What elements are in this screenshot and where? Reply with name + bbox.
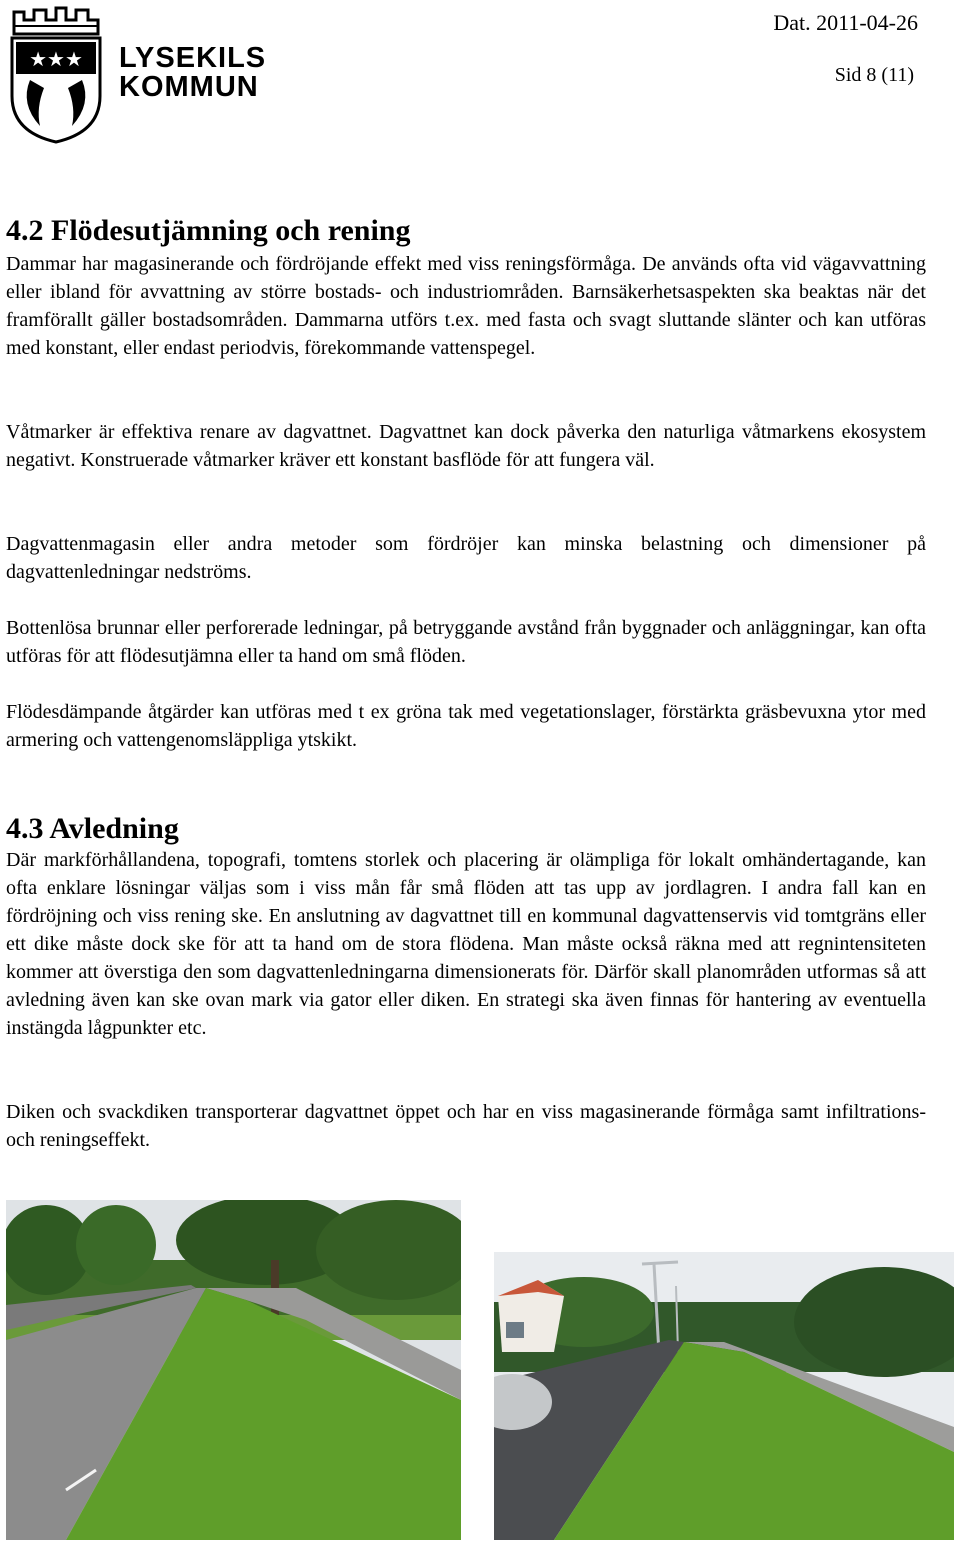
section-heading-4-3: 4.3 Avledning — [6, 812, 179, 845]
paragraph: Flödesdämpande åtgärder kan utföras med t ex gröna tak med vegetationslager, förstärkta gräsbevuxna ytor med armering och vattengenomsläppliga ytskikt. — [6, 701, 926, 751]
svg-text:★★★: ★★★ — [29, 47, 83, 71]
municipality-name-line2: KOMMUN — [119, 71, 259, 103]
paragraph: Dagvattenmagasin eller andra metoder som fördröjer kan minska belastning och dimensioner på dagvattenledningar nedströms. — [6, 533, 926, 583]
municipality-name — [119, 44, 266, 102]
page-number: Sid 8 (11) — [834, 64, 914, 86]
paragraph: Våtmarker är effektiva renare av dagvattnet. Dagvattnet kan dock påverka den naturliga våtmarkens ekosystem negativt. Konstruerade våtmarker kräver ett konstant basflöde för att fungera väl. — [6, 421, 926, 471]
paragraph: Dammar har magasinerande och fördröjande effekt med viss reningsförmåga. De används ofta vid vägavvattning eller ibland för avvattning av större bostads- och industriområden. Barnsäkerhetsaspekten ska beaktas när det framförallt gäller bostadsområden. Dammarna utförs t.ex. med fasta och svagt sluttande slänter och kan utföras med konstant, eller endast periodvis, förekommande vattenspegel. — [6, 253, 926, 359]
municipality-logo — [6, 4, 268, 146]
photo-street-lights-lawn — [494, 1252, 954, 1540]
section-heading-4-2: 4.2 Flödesutjämning och rening — [6, 214, 411, 247]
coat-of-arms-icon — [6, 4, 106, 146]
paragraph: Där markförhållandena, topografi, tomtens storlek och placering är olämpliga för lokalt omhändertagande, kan ofta enklare lösningar väljas som i viss mån får små flöden att tas upp av jordlagren. I andra fall kan en fördröjning och viss rening ske. En anslutning av dagvattnet till en kommunal dagvattenservis vid tomtgräns eller ett dike måste dock ske för att ta hand om de stora flödena. Man måste också räkna med att regnintensiteten kommer att överstiga den som dagvattenledningarna dimensionerats för. Därför skall planområden utformas så att avledning även kan ske ovan mark via gator eller diken. En strategi ska även finnas för hantering av eventuella instängda lågpunkter etc. — [6, 849, 926, 1039]
paragraph: Diken och svackdiken transporterar dagvattnet öppet och har en viss magasinerande förmåga samt infiltrations- och reningseffekt. — [6, 1101, 926, 1151]
municipality-name-line1: LYSEKILS — [119, 42, 267, 74]
document-date: Dat. 2011-04-26 — [773, 10, 918, 35]
paragraph: Bottenlösa brunnar eller perforerade ledningar, på betryggande avstånd från byggnader och anläggningar, kan ofta utföras för att flödesutjämna eller ta hand om små flöden. — [6, 617, 926, 667]
photo-grass-median-road — [6, 1200, 461, 1540]
